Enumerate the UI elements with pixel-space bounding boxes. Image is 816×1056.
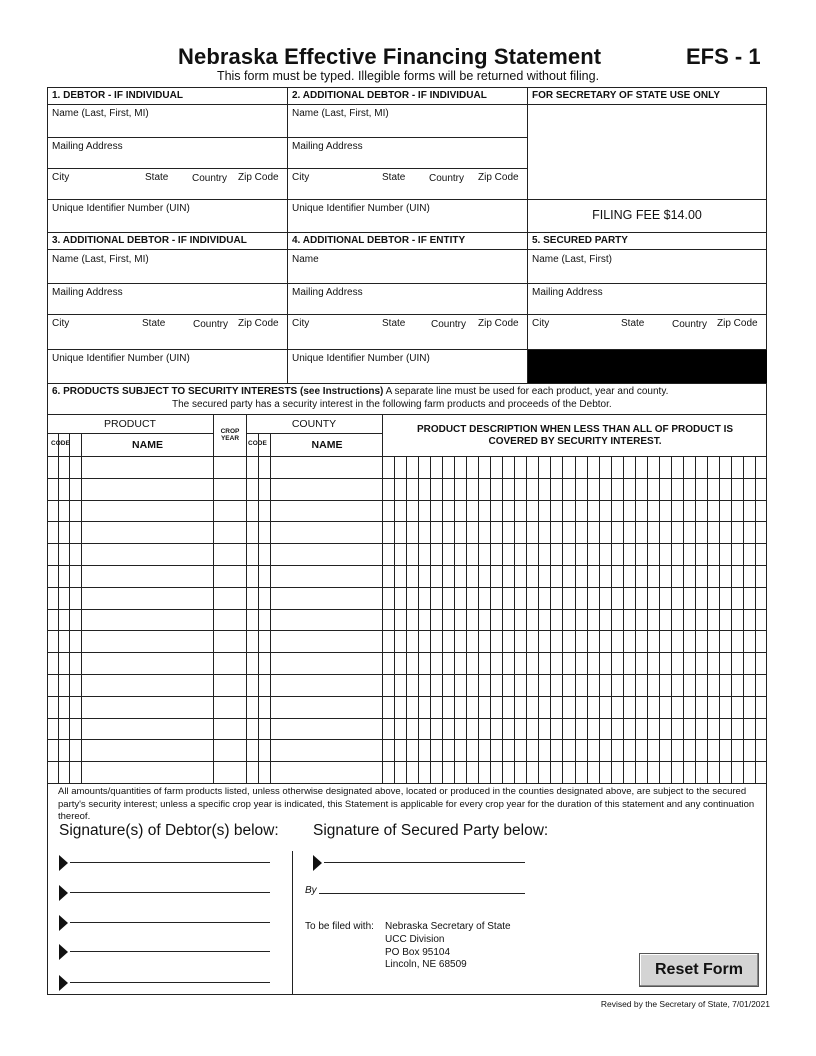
debtor3-state-field[interactable]: State: [142, 318, 166, 329]
filing-label: To be filed with:: [305, 921, 374, 932]
office-use-heading: FOR SECRETARY OF STATE USE ONLY: [532, 90, 720, 101]
secured-signature-arrow-icon: [313, 855, 322, 871]
revision-note: Revised by the Secretary of State, 7/01/2021: [600, 999, 770, 1009]
secured-party-city-field[interactable]: City: [532, 318, 550, 329]
section3-heading: 3. ADDITIONAL DEBTOR - IF INDIVIDUAL: [52, 235, 247, 246]
debtor3-city-field[interactable]: City: [52, 318, 70, 329]
debtor3-name-field[interactable]: Name (Last, First, MI): [52, 254, 149, 265]
secured-party-mailing-field[interactable]: Mailing Address: [532, 287, 603, 298]
debtor2-state-field[interactable]: State: [382, 172, 406, 183]
debtor3-mailing-field[interactable]: Mailing Address: [52, 287, 123, 298]
debtor-signature-line-4[interactable]: [70, 951, 270, 952]
debtor2-country-field[interactable]: Country: [429, 173, 465, 184]
debtor-signature-line-2[interactable]: [70, 892, 270, 893]
debtor2-mailing-field[interactable]: Mailing Address: [292, 141, 363, 152]
debtor4-uin-field[interactable]: Unique Identifier Number (UIN): [292, 353, 430, 364]
debtor4-name-field[interactable]: Name: [292, 254, 319, 265]
debtor-signature-arrow-icon: [59, 915, 68, 931]
debtor-signature-label: Signature(s) of Debtor(s) below:: [59, 822, 279, 839]
county-name-header: NAME: [311, 439, 343, 451]
section6-heading: 6. PRODUCTS SUBJECT TO SECURITY INTERESTS (see Instructions): [52, 386, 384, 397]
section1-heading: 1. DEBTOR - IF INDIVIDUAL: [52, 90, 183, 101]
product-code-header: CODE: [51, 440, 70, 447]
debtor4-zip-field[interactable]: Zip Code: [478, 318, 519, 329]
filing-address-line-4: Lincoln, NE 68509: [385, 959, 467, 970]
debtor4-country-field[interactable]: Country: [431, 319, 467, 330]
section2-heading: 2. ADDITIONAL DEBTOR - IF INDIVIDUAL: [292, 90, 487, 101]
debtor3-country-field[interactable]: Country: [193, 319, 229, 330]
debtor4-mailing-field[interactable]: Mailing Address: [292, 287, 363, 298]
debtor-signature-arrow-icon: [59, 885, 68, 901]
secured-party-state-field[interactable]: State: [621, 318, 645, 329]
debtor-signature-line-3[interactable]: [70, 922, 270, 923]
secured-signature-line[interactable]: [324, 862, 525, 863]
section6-line2: The secured party has a security interest in the following farm products and proceeds of the Debtor.: [172, 399, 612, 410]
debtor1-uin-field[interactable]: Unique Identifier Number (UIN): [52, 203, 190, 214]
debtor1-city-field[interactable]: City: [52, 172, 70, 183]
debtor2-uin-field[interactable]: Unique Identifier Number (UIN): [292, 203, 430, 214]
debtor1-country-field[interactable]: Country: [192, 173, 228, 184]
county-header: COUNTY: [291, 418, 337, 430]
filing-address-line-2: UCC Division: [385, 934, 445, 945]
crop-year-header: CROP YEAR: [220, 428, 240, 442]
debtor2-name-field[interactable]: Name (Last, First, MI): [292, 108, 389, 119]
section6-heading-rest: A separate line must be used for each product, year and county.: [383, 386, 669, 397]
debtor1-mailing-field[interactable]: Mailing Address: [52, 141, 123, 152]
product-description-header: PRODUCT DESCRIPTION WHEN LESS THAN ALL OF PRODUCT IS COVERED BY SECURITY INTEREST.: [416, 424, 734, 447]
by-signature-line[interactable]: [319, 893, 525, 894]
form-code: EFS - 1: [686, 44, 761, 69]
secured-signature-label: Signature of Secured Party below:: [313, 822, 549, 839]
debtor3-zip-field[interactable]: Zip Code: [238, 318, 279, 329]
debtor1-zip-field[interactable]: Zip Code: [238, 172, 279, 183]
filing-fee: FILING FEE $14.00: [592, 208, 702, 222]
county-code-header: CODE: [248, 440, 267, 447]
debtor-signature-arrow-icon: [59, 975, 68, 991]
filing-address-line-1: Nebraska Secretary of State: [385, 921, 511, 932]
debtor-signature-arrow-icon: [59, 855, 68, 871]
section5-heading: 5. SECURED PARTY: [532, 235, 628, 246]
debtor1-name-field[interactable]: Name (Last, First, MI): [52, 108, 149, 119]
debtor3-uin-field[interactable]: Unique Identifier Number (UIN): [52, 353, 190, 364]
form-subtitle: This form must be typed. Illegible forms will be returned without filing.: [216, 69, 600, 83]
filing-address-line-3: PO Box 95104: [385, 947, 451, 958]
debtor-signature-line-1[interactable]: [70, 862, 270, 863]
debtor4-city-field[interactable]: City: [292, 318, 310, 329]
debtor-signature-arrow-icon: [59, 944, 68, 960]
debtor-signature-line-5[interactable]: [70, 982, 270, 983]
debtor2-zip-field[interactable]: Zip Code: [478, 172, 519, 183]
debtor1-state-field[interactable]: State: [145, 172, 169, 183]
secured-party-name-field[interactable]: Name (Last, First): [532, 254, 613, 265]
debtor2-city-field[interactable]: City: [292, 172, 310, 183]
secured-party-zip-field[interactable]: Zip Code: [717, 318, 758, 329]
secured-party-country-field[interactable]: Country: [672, 319, 708, 330]
section4-heading: 4. ADDITIONAL DEBTOR - IF ENTITY: [292, 235, 466, 246]
reset-form-button[interactable]: Reset Form: [639, 953, 759, 987]
statement-text: All amounts/quantities of farm products listed, unless otherwise designated above, located or produced in the counties designated above, are subject to the secured party's security interest; unless a specific crop year is indicated, this Statement is applicable for every crop year for the duration of this statement and any continuation thereof.: [58, 786, 755, 822]
form-title: Nebraska Effective Financing Statement: [178, 44, 602, 69]
product-name-header: NAME: [132, 439, 163, 451]
product-header: PRODUCT: [104, 418, 156, 430]
debtor4-state-field[interactable]: State: [382, 318, 406, 329]
by-label: By: [305, 885, 317, 896]
